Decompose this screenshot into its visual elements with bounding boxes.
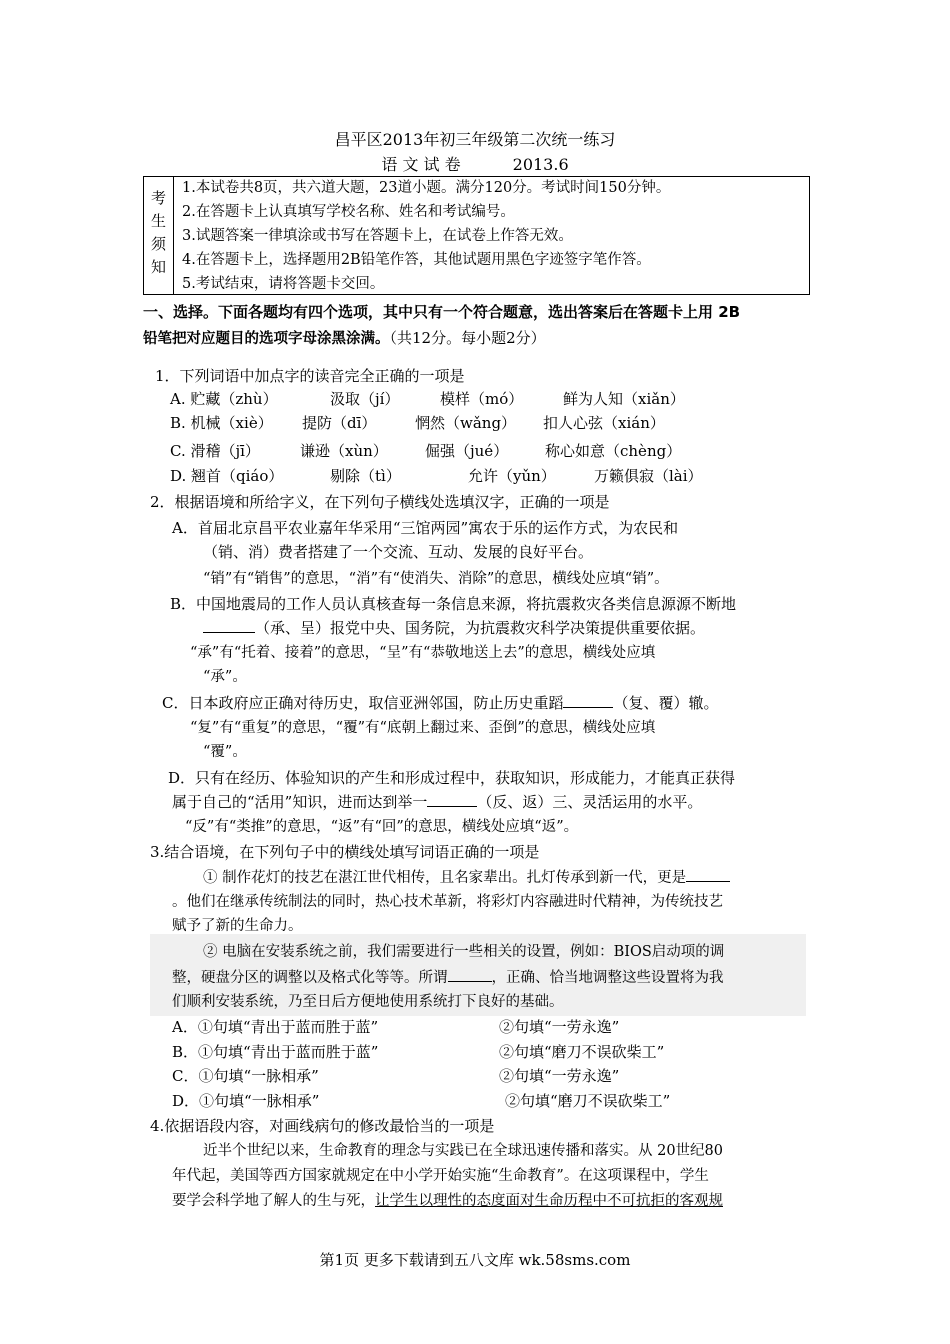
q1-d-word1: D. 翘首（qiáo） [170,467,284,485]
notice-item: 5.考试结束，请将答题卡交回。 [182,276,385,292]
q1-stem: 1．下列词语中加点字的读音完全正确的一项是 [155,367,465,385]
q2-c-line1 [162,691,719,715]
q3-a-part1: A．①句填“青出于蓝而胜于蓝” [172,1018,379,1036]
exam-subtitle [0,152,950,175]
q3-option-a [172,1015,619,1039]
q1-b-word4: 扣人心弦（xián） [543,414,665,432]
notice-item: 3.试题答案一律填涂或书写在答题卡上，在试卷上作答无效。 [182,228,573,244]
q3-option-c [172,1064,619,1088]
q1-a-word1: A. 贮藏（zhù） [170,390,278,408]
q3-option-d [172,1089,670,1113]
q1-option-a [170,387,685,411]
q3-d-part2: ②句填“磨刀不误砍柴工” [505,1092,671,1110]
q1-a-word2: 汲取（jí） [330,390,400,408]
q2-d-text2: （反、返）三、灵活运用的水平。 [477,793,703,811]
q1-b-word2: 提防（dī） [302,414,377,432]
q4-p-line3 [172,1189,723,1213]
notice-items [182,177,670,297]
q2-b-explain: “承”有“托着、接着”的意思，“呈”有“恭敬地送上去”的意思，横线处应填 [190,645,656,661]
q4-p-text: 要学会科学地了解人的生与死， [172,1193,375,1209]
q1-a-word4: 鲜为人知（xiǎn） [563,390,685,408]
q3-c-part2: ②句填“一劳永逸” [499,1067,620,1085]
q3-p1-line1 [203,865,730,890]
q3-b-part2: ②句填“磨刀不误砍柴工” [499,1043,665,1061]
notice-label [144,177,174,294]
q2-stem: 2．根据语境和所给字义，在下列句子横线处选填汉字，正确的一项是 [150,493,610,511]
q3-d-part1: D．①句填“一脉相承” [172,1092,320,1110]
q4-p-line2: 年代起，美国等西方国家就规定在中小学开始实施“生命教育”。在这项课程中，学生 [172,1168,709,1184]
q1-d-word3: 允许（yǔn） [468,467,556,485]
q3-p2-line3: 们顺利安装系统，乃至日后方便地使用系统打下良好的基础。 [172,994,564,1010]
answer-blank [686,865,730,882]
q2-d-line1: D．只有在经历、体验知识的产生和形成过程中，获取知识，形成能力，才能真正获得 [168,769,736,787]
page-footer: 第1页 更多下载请到五八文库 wk.58sms.com [319,1251,631,1269]
q3-p1-text: ① 制作花灯的技艺在湛江世代相传，且名家辈出。扎灯传承到新一代，更是 [203,870,687,886]
notice-item: 1.本试卷共8页，共六道大题，23道小题。满分120分。考试时间150分钟。 [182,180,671,196]
q2-c-explain2: “覆”。 [203,744,247,760]
q2-d-explain: “反”有“类推”的意思，“返”有“回”的意思，横线处应填“返”。 [185,819,579,835]
q1-option-d [170,464,703,488]
q1-c-word3: 倔强（jué） [425,442,509,460]
notice-label-char: 知 [150,258,166,276]
q2-b-line2-text: （承、呈）报党中央、国务院，为抗震救灾科学决策提供重要依据。 [255,619,706,637]
q3-stem: 3.结合语境，在下列句子中的横线处填写词语正确的一项是 [150,843,540,861]
q1-b-word3: 惘然（wǎng） [415,414,517,432]
section-heading: 一、选择。下面各题均有四个选项，其中只有一个符合题意，选出答案后在答题卡上用 2B [143,303,741,321]
exam-title: 昌平区2013年初三年级第二次统一练习 [334,130,616,149]
q1-a-word3: 模样（mó） [440,390,524,408]
q3-p2-line1: ② 电脑在安装系统之前，我们需要进行一些相关的设置，例如：BIOS启动项的调 [203,944,725,960]
q4-stem: 4.依据语段内容，对画线病句的修改最恰当的一项是 [150,1117,495,1135]
q2-b-explain2: “承”。 [203,669,247,685]
q3-c-part1: C．①句填“一脉相承” [172,1067,319,1085]
q2-d-text1: 属于自己的“活用”知识，进而达到举一 [172,793,428,811]
subject-label: 语 文 试 卷 [381,155,461,174]
answer-blank [427,790,477,807]
section-heading-bold: 铅笔把对应题目的选项字母涂黑涂满。 [143,331,390,347]
q1-option-c [170,439,681,463]
q3-option-b [172,1040,664,1064]
section-heading-line2 [143,326,546,351]
notice-label-char: 生 [150,212,166,230]
q1-c-word2: 谦逊（xùn） [300,442,388,460]
q2-c-text1: C．日本政府应正确对待历史，取信亚洲邻国，防止历史重蹈 [162,694,564,712]
q3-p2-text2: ，正确、恰当地调整这些设置将为我 [491,970,724,986]
q2-d-line2 [172,790,702,814]
answer-blank [203,616,255,633]
exam-date: 2013.6 [512,155,569,174]
q2-a-line1: A．首届北京昌平农业嘉年华采用“三馆两园”寓农于乐的运作方式，为农民和 [172,519,679,537]
notice-label-char: 须 [150,235,166,253]
q1-d-word4: 万籁俱寂（lài） [594,467,703,485]
q1-c-word1: C. 滑稽（jī） [170,442,260,460]
q3-p1-line2: 。他们在继承传统制法的同时，热心技术革新，将彩灯内容融进时代精神，为传统技艺 [172,894,723,910]
q3-p2-text1: 整，硬盘分区的调整以及格式化等等。所谓 [172,970,448,986]
q3-b-part1: B．①句填“青出于蓝而胜于蓝” [172,1043,379,1061]
q2-a-explain: “销”有“销售”的意思，“消”有“使消失、消除”的意思，横线处应填“销”。 [203,571,669,587]
q2-c-text2: （复、覆）辙。 [613,694,719,712]
q3-a-part2: ②句填“一劳永逸” [499,1018,620,1036]
notice-box [143,176,810,295]
q4-p-line1: 近半个世纪以来，生命教育的理念与实践已在全球迅速传播和落实。从 20世纪80 [203,1143,724,1159]
q2-c-explain: “复”有“重复”的意思，“覆”有“底朝上翻过来、歪倒”的意思，横线处应填 [190,720,656,736]
notice-label-char: 考 [150,189,166,207]
answer-blank [448,965,492,982]
notice-item: 2.在答题卡上认真填写学校名称、姓名和考试编号。 [182,204,515,220]
q2-b-line1: B．中国地震局的工作人员认真核查每一条信息来源，将抗震救灾各类信息源源不断地 [170,595,737,613]
q3-p1-line3: 赋予了新的生命力。 [172,918,303,934]
section-heading-score: （共12分。每小题2分） [389,329,546,347]
q1-option-b [170,411,665,435]
answer-blank [563,691,613,708]
q1-b-word1: B. 机械（xiè） [170,414,273,432]
q2-b-line2 [203,616,705,640]
notice-item: 4.在答题卡上，选择题用2B铅笔作答，其他试题用黑色字迹签字笔作答。 [182,252,651,268]
q1-c-word4: 称心如意（chèng） [545,442,682,460]
q3-p2-line2 [172,965,724,990]
q4-underlined-sentence: 让学生以理性的态度面对生命历程中不可抗拒的客观规 [375,1193,723,1209]
q1-d-word2: 剔除（tì） [330,467,401,485]
q2-a-line2: （销、消）费者搭建了一个交流、互动、发展的良好平台。 [203,543,594,561]
